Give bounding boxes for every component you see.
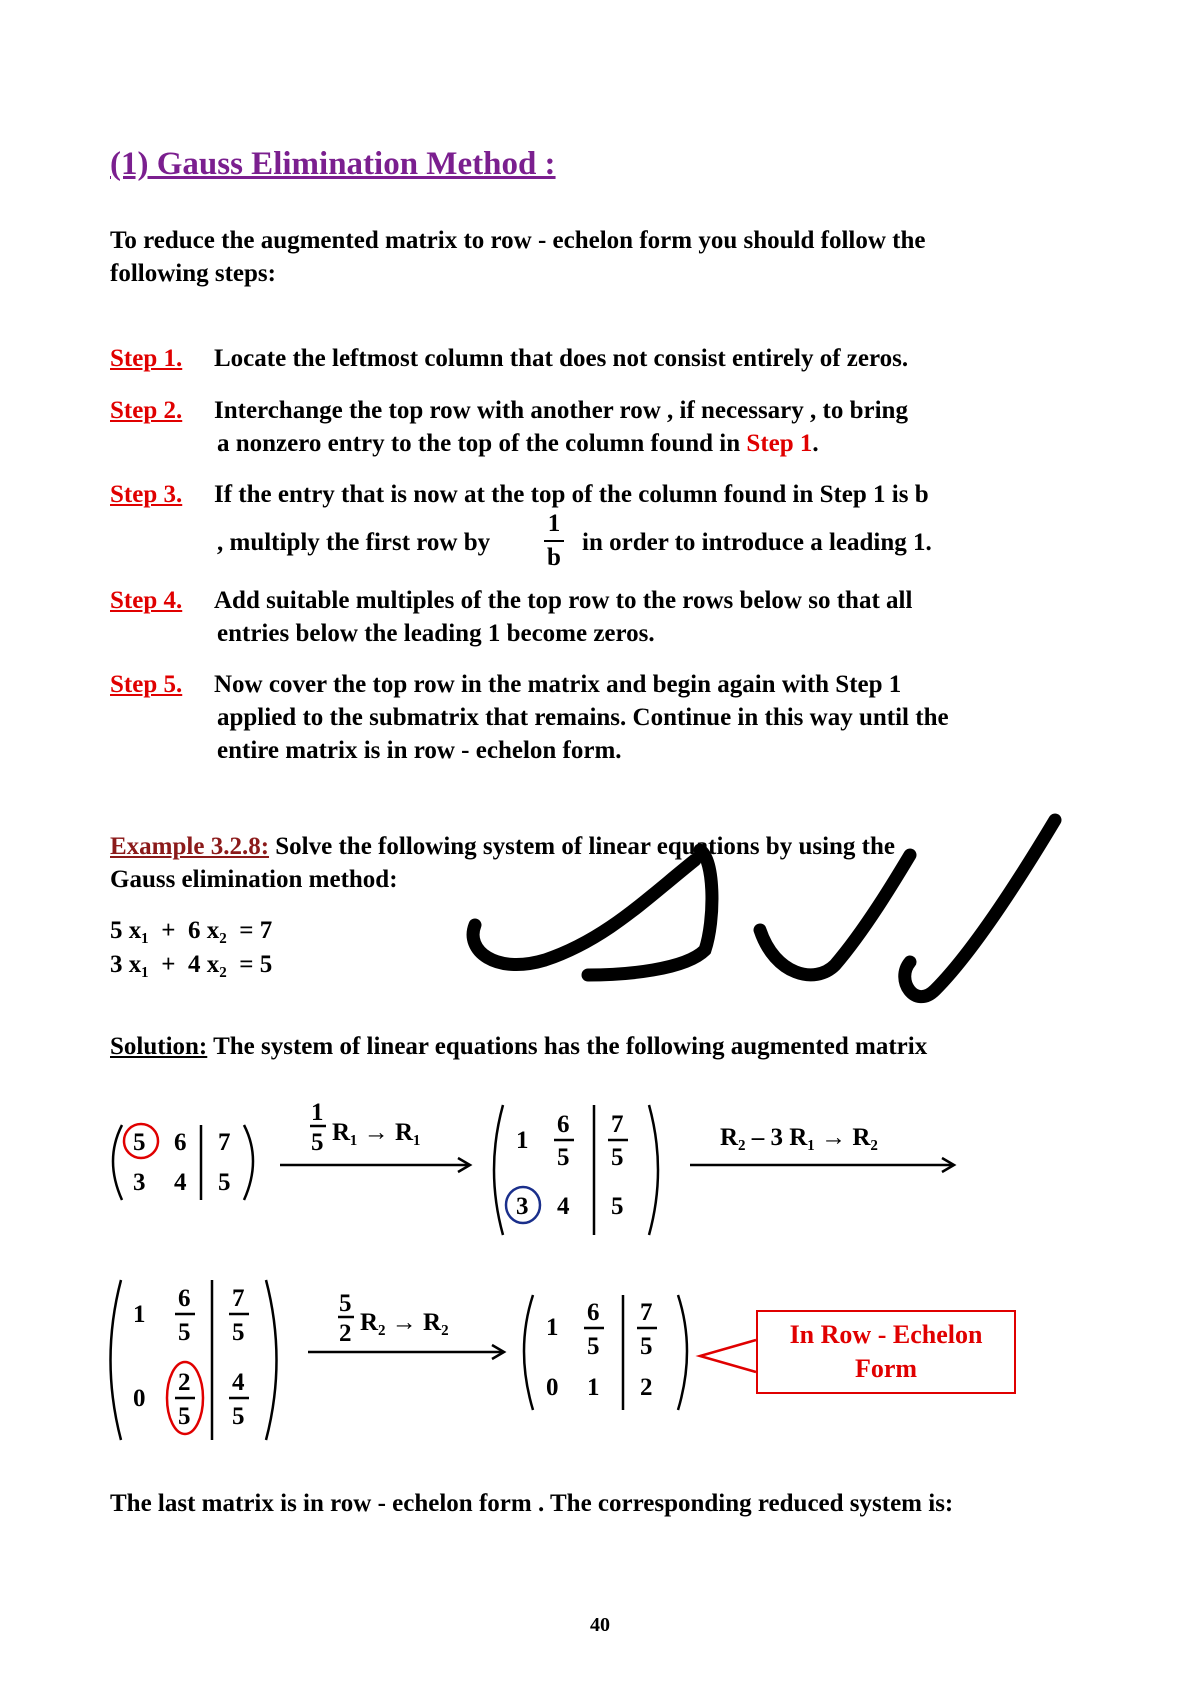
op1-numerator: 1 bbox=[311, 1099, 324, 1126]
op3-numerator: 5 bbox=[339, 1290, 352, 1317]
row-echelon-callout bbox=[756, 1310, 1016, 1394]
matrix-cell: 1 bbox=[516, 1127, 529, 1154]
matrix-cell: 4 bbox=[232, 1369, 245, 1396]
step-text: entries below the leading 1 become zeros. bbox=[217, 620, 655, 647]
step-label: Step 2. bbox=[110, 397, 183, 424]
matrix-cell: 5 bbox=[178, 1319, 191, 1346]
step-text: entire matrix is in row - echelon form. bbox=[217, 737, 622, 764]
matrix-cell: 5 bbox=[557, 1144, 570, 1171]
step-label: Step 5. bbox=[110, 671, 183, 698]
intro-line-1: To reduce the augmented matrix to row - echelon form you should follow the bbox=[110, 227, 926, 254]
matrix-cell: 5 bbox=[640, 1333, 653, 1360]
op3-text: R₂ → R₂ bbox=[360, 1309, 449, 1336]
matrix-cell: 1 bbox=[133, 1301, 146, 1328]
step-text: , multiply the first row by bbox=[217, 529, 491, 556]
callout-line-1: In Row - Echelon bbox=[789, 1320, 983, 1349]
matrix-cell: 7 bbox=[611, 1111, 624, 1138]
matrix-cell: 3 bbox=[516, 1193, 529, 1220]
intro-line-2: following steps: bbox=[110, 260, 276, 287]
step-text: . bbox=[812, 430, 819, 457]
closing-text: The last matrix is in row - echelon form . The corresponding reduced system is: bbox=[110, 1490, 954, 1517]
example-text: Solve the following system of linear equations by using the bbox=[269, 833, 896, 860]
matrix-1-left-paren bbox=[113, 1125, 122, 1200]
matrix-cell: 7 bbox=[218, 1129, 231, 1156]
solution-text: The system of linear equations has the following augmented matrix bbox=[207, 1033, 928, 1060]
matrix-cell: 5 bbox=[232, 1403, 245, 1430]
step-text: applied to the submatrix that remains. Continue in this way until the bbox=[217, 704, 949, 731]
matrix-3-left-paren bbox=[111, 1280, 122, 1440]
page-title: (1) Gauss Elimination Method : bbox=[110, 146, 556, 182]
matrix-cell: 6 bbox=[174, 1129, 187, 1156]
matrix-4-right-paren bbox=[678, 1295, 687, 1410]
matrix-cell: 6 bbox=[178, 1285, 191, 1312]
callout-line-2: Form bbox=[854, 1354, 918, 1383]
matrix-cell: 5 bbox=[611, 1193, 624, 1220]
page-number: 40 bbox=[590, 1614, 610, 1636]
matrix-cell: 0 bbox=[546, 1374, 559, 1401]
matrix-2-right-paren bbox=[649, 1105, 658, 1235]
matrix-cell: 6 bbox=[557, 1111, 570, 1138]
step-label: Step 3. bbox=[110, 481, 183, 508]
step-text: Now cover the top row in the matrix and begin again with Step 1 bbox=[214, 671, 902, 698]
matrix-1-right-paren bbox=[244, 1125, 253, 1200]
step-text: Locate the leftmost column that does not consist entirely of zeros. bbox=[214, 345, 909, 372]
matrix-cell: 0 bbox=[133, 1385, 146, 1412]
step-3-line-2-tail: in order to introduce a leading 1. bbox=[582, 529, 932, 556]
example-label: Example 3.2.8: bbox=[110, 833, 270, 860]
matrix-cell: 7 bbox=[640, 1299, 653, 1326]
matrix-cell: 3 bbox=[133, 1169, 146, 1196]
op1-denominator: 5 bbox=[311, 1129, 324, 1156]
callout-pointer bbox=[700, 1340, 756, 1372]
matrix-cell: 1 bbox=[587, 1374, 600, 1401]
equation-2: 3 x₁ + 4 x₂ = 5 bbox=[110, 951, 273, 978]
step-text: Add suitable multiples of the top row to the rows below so that all bbox=[214, 587, 913, 614]
op1-text: R₁ → R₁ bbox=[332, 1119, 421, 1146]
step-text: a nonzero entry to the top of the column found in bbox=[217, 430, 747, 457]
solution-label: Solution: bbox=[110, 1033, 208, 1060]
matrix-cell: 5 bbox=[218, 1169, 231, 1196]
matrix-cell: 1 bbox=[546, 1314, 559, 1341]
matrix-cell: 4 bbox=[557, 1193, 570, 1220]
fraction-denominator: b bbox=[547, 544, 561, 571]
matrix-3-right-paren bbox=[266, 1280, 277, 1440]
step-text: Interchange the top row with another row , if necessary , to bring bbox=[214, 397, 908, 424]
step-label: Step 4. bbox=[110, 587, 183, 614]
matrix-cell: 2 bbox=[640, 1374, 653, 1401]
step-text: If the entry that is now at the top of the column found in Step 1 is b bbox=[214, 481, 929, 508]
matrix-cell: 5 bbox=[232, 1319, 245, 1346]
matrix-cell: 5 bbox=[178, 1403, 191, 1430]
matrix-cell: 6 bbox=[587, 1299, 600, 1326]
step-label: Step 1. bbox=[110, 345, 183, 372]
equation-1: 5 x₁ + 6 x₂ = 7 bbox=[110, 917, 273, 944]
matrix-cell: 4 bbox=[174, 1169, 187, 1196]
op2-text: R₂ – 3 R₁ → R₂ bbox=[720, 1124, 878, 1151]
matrix-2-left-paren bbox=[494, 1105, 503, 1235]
matrix-cell: 5 bbox=[133, 1129, 146, 1156]
matrix-cell: 7 bbox=[232, 1285, 245, 1312]
matrix-cell: 5 bbox=[611, 1144, 624, 1171]
matrix-cell: 5 bbox=[587, 1333, 600, 1360]
matrix-cell: 2 bbox=[178, 1369, 191, 1396]
matrix-4-left-paren bbox=[524, 1295, 533, 1410]
step-reference: Step 1 bbox=[746, 430, 813, 457]
fraction-numerator: 1 bbox=[547, 510, 561, 537]
example-text: Gauss elimination method: bbox=[110, 866, 398, 893]
op3-denominator: 2 bbox=[339, 1320, 352, 1347]
